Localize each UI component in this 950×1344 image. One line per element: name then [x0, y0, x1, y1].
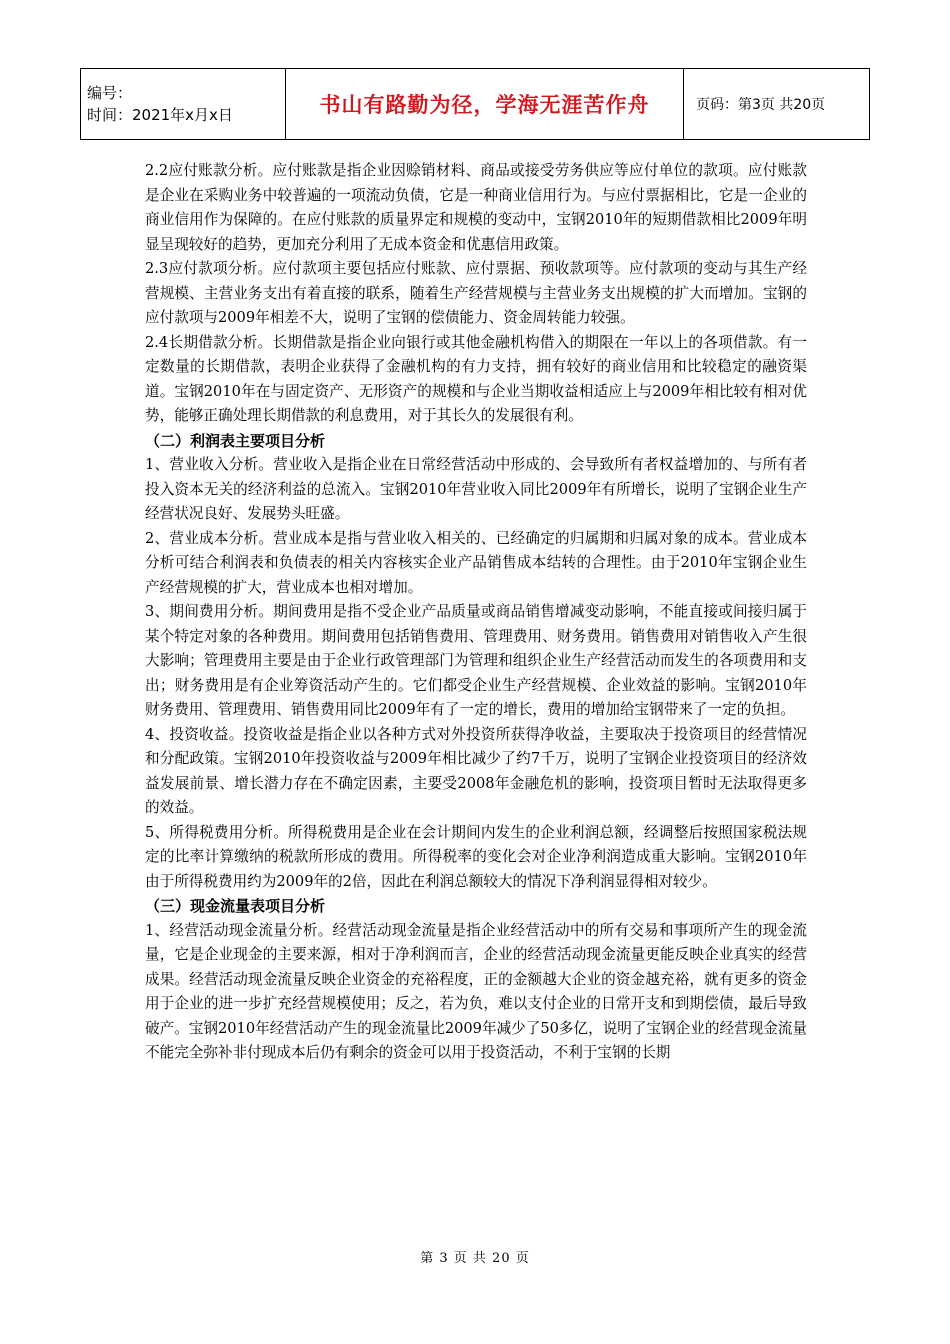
paragraph-operating-cash-flow: 1、经营活动现金流量分析。经营活动现金流量是指企业经营活动中的所有交易和事项所产生的现金流量，它是企业现金的主要来源，相对于净利润而言，企业的经营活动现金流量更能反映企业真实的经营成果。经营活动现金流量反映企业资金的充裕程度，正的金额越大企业的资金越充裕，就有更多的资金用于企业的进一步扩充经营规模使用；反之，若为负，难以支付企业的日常开支和到期偿债，最后导致破产。宝钢2010年经营活动产生的现金流量比2009年减少了50多亿，说明了宝钢企业的经营现金流量不能完全弥补非付现成本后仍有剩余的资金可以用于投资活动，不利于宝钢的长期	[145, 921, 808, 1061]
document-body	[145, 159, 807, 1066]
paragraph-operating-cost: 2、营业成本分析。营业成本是指与营业收入相关的、已经确定的归属期和归属对象的成本。营业成本分析可结合利润表和负债表的相关内容核实企业产品销售成本结转的合理性。由于2010年宝钢企业生产经营规模的扩大，营业成本也相对增加。	[145, 529, 807, 596]
header-motto: 书山有路勤为径，学海无涯苦作舟	[319, 93, 650, 117]
page-header	[80, 68, 870, 140]
paragraph-accounts-payable: 2.2应付账款分析。应付账款是指企业因赊销材料、商品或接受劳务供应等应付单位的款项。应付账款是企业在采购业务中较普遍的一项流动负债，它是一种商业信用行为。与应付票据相比，它是一企业的商业信用作为保障的。在应付账款的质量界定和规模的变动中，宝钢2010年的短期借款相比2009年明显呈现较好的趋势，更加充分利用了无成本资金和优惠信用政策。	[145, 162, 807, 253]
section-heading-cash-flow: （三）现金流量表项目分析	[145, 897, 326, 915]
paragraph-long-term-loans: 2.4长期借款分析。长期借款是指企业向银行或其他金融机构借入的期限在一年以上的各项借款。有一定数量的长期借款，表明企业获得了金融机构的有力支持，拥有较好的商业信用和比较稳定的融资渠道。宝钢2010年在与固定资产、无形资产的规模和与企业当期收益相适应上与2009年相比较有相对优势，能够正确处理长期借款的利息费用，对于其长久的发展很有利。	[145, 333, 807, 424]
header-page-number: 页码：第3页 共20页	[696, 97, 826, 113]
paragraph-payables: 2.3应付款项分析。应付款项主要包括应付账款、应付票据、预收款项等。应付款项的变动与其生产经营规模、主营业务支出有着直接的联系，随着生产经营规模与主营业务支出规模的扩大而增加。宝钢的应付款项与2009年相差不大，说明了宝钢的偿债能力、资金周转能力较强。	[145, 260, 807, 326]
paragraph-operating-revenue: 1、营业收入分析。营业收入是指企业在日常经营活动中形成的、会导致所有者权益增加的、与所有者投入资本无关的经济利益的总流入。宝钢2010年营业收入同比2009年有所增长，说明了宝钢企业生产经营状况良好、发展势头旺盛。	[145, 456, 807, 522]
paragraph-investment-income: 4、投资收益。投资收益是指企业以各种方式对外投资所获得净收益，主要取决于投资项目的经营情况和分配政策。宝钢2010年投资收益与2009年相比减少了约7千万，说明了宝钢企业投资项目的经济效益发展前景、增长潜力存在不确定因素，主要受2008年金融危机的影响，投资项目暂时无法取得更多的效益。	[145, 725, 807, 816]
document-number-label: 编号：	[87, 84, 133, 102]
paragraph-period-expenses: 3、期间费用分析。期间费用是指不受企业产品质量或商品销售增减变动影响，不能直接或间接归属于某个特定对象的各种费用。期间费用包括销售费用、管理费用、财务费用。销售费用对销售收入产生很大影响；管理费用主要是由于企业行政管理部门为管理和组织企业生产经营活动而发生的各项费用和支出；财务费用是有企业筹资活动产生的。它们都受企业生产经营规模、企业效益的影响。宝钢2010年财务费用、管理费用、销售费用同比2009年有了一定的增长，费用的增加给宝钢带来了一定的负担。	[145, 603, 807, 718]
header-motto-cell	[286, 69, 684, 139]
page-footer: 第 3 页 共 20 页	[420, 1251, 530, 1266]
header-page-cell	[684, 69, 869, 139]
paragraph-income-tax: 5、所得税费用分析。所得税费用是企业在会计期间内发生的企业利润总额，经调整后按照国家税法规定的比率计算缴纳的税款所形成的费用。所得税率的变化会对企业净利润造成重大影响。宝钢2010年由于所得税费用约为2009年的2倍，因此在利润总额较大的情况下净利润显得相对较少。	[145, 823, 807, 890]
header-meta	[81, 69, 286, 139]
document-date: 时间：2021年x月x日	[87, 106, 233, 124]
section-heading-income-statement: （二）利润表主要项目分析	[145, 431, 326, 450]
